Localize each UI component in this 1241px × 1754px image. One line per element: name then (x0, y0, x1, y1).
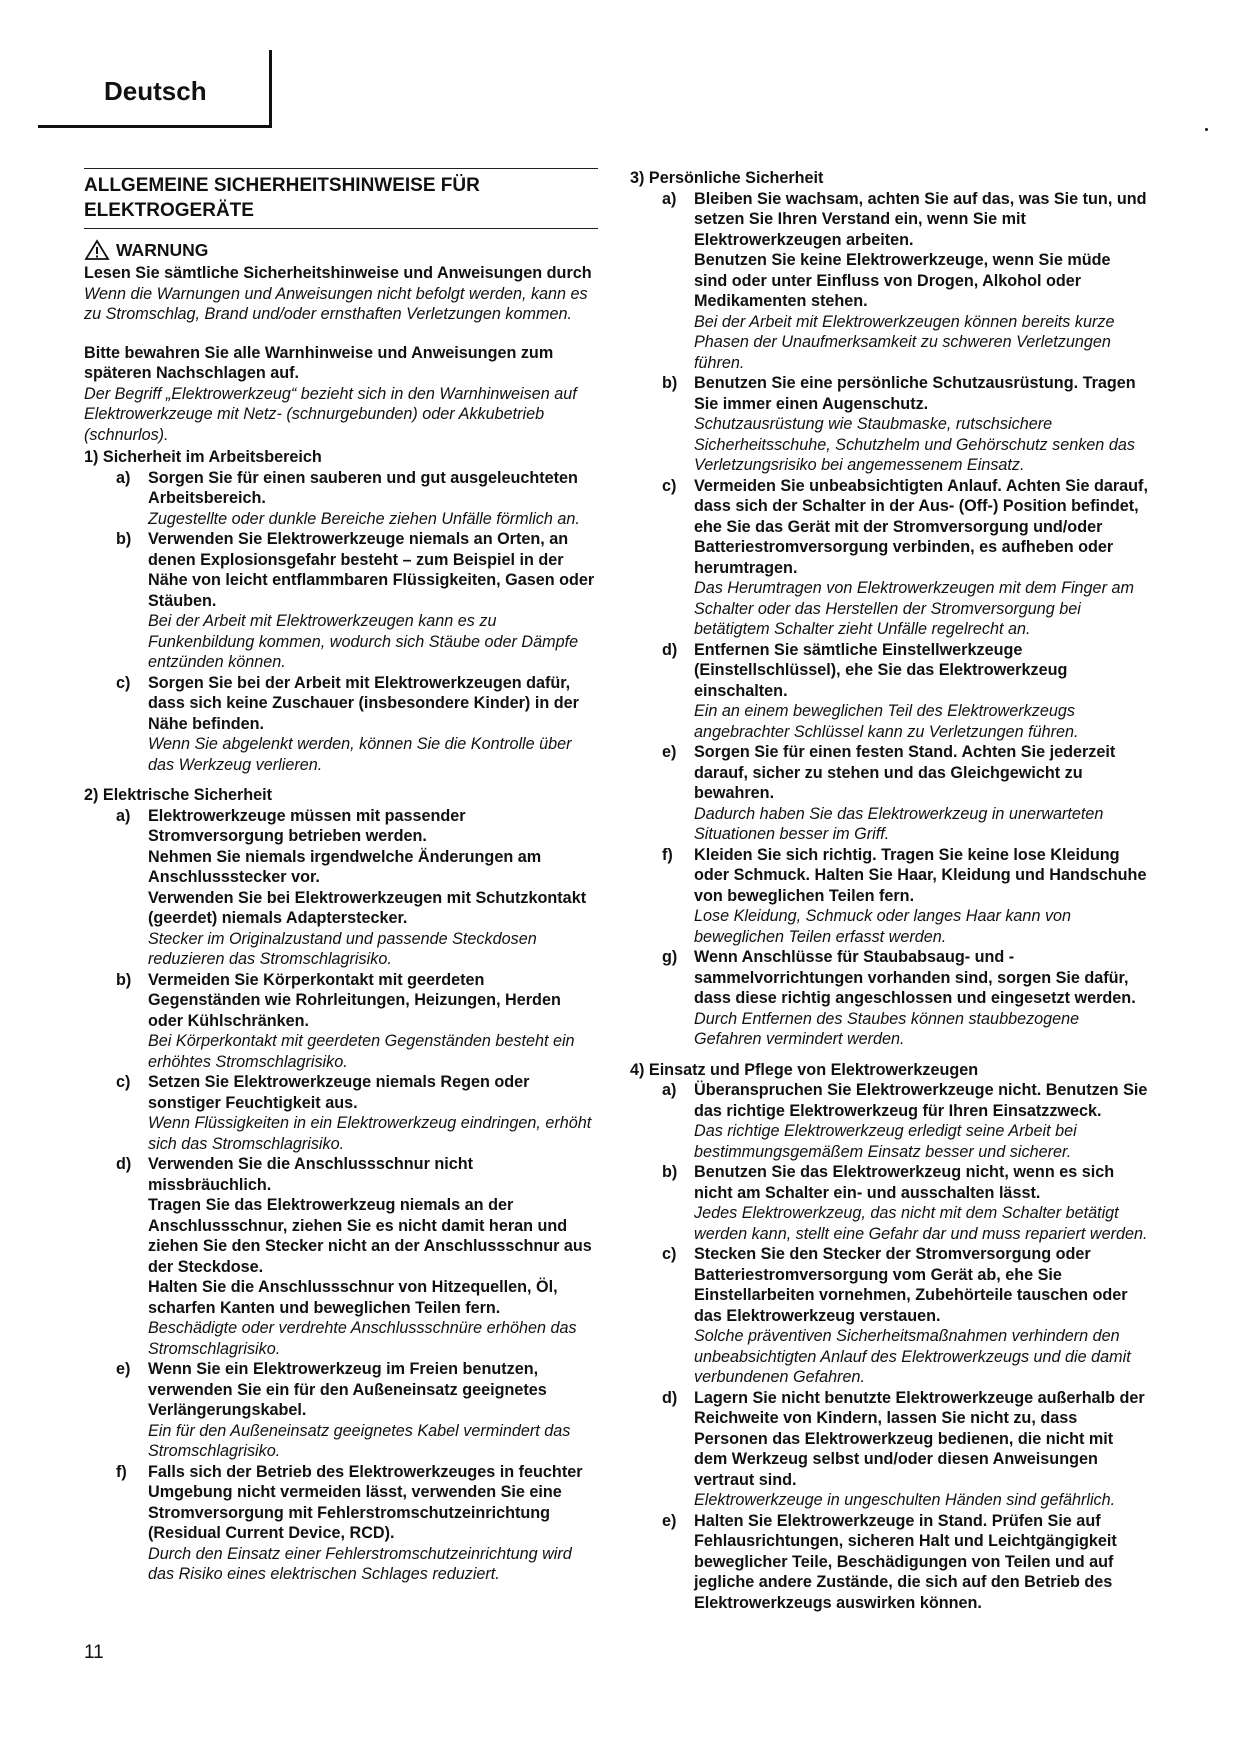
keep-instructions: Bitte bewahren Sie alle Warnhinweise und Anweisungen zum späteren Nachschlagen auf. (84, 343, 554, 382)
list-item: d) Entfernen Sie sämtliche Einstellwerkzeuge (Einstellschlüssel), ehe Sie das Elektrowerkzeug einschalten. Ein an einem beweglichen Teil des Elektrowerkzeugs angebrachter Schlüssel kann zu Verletzungen führen. (662, 640, 1079, 741)
stray-dot (1205, 128, 1208, 131)
language-label: Deutsch (104, 76, 207, 106)
warning-label: WARNUNG (116, 239, 209, 260)
page-number: 11 (84, 1642, 104, 1663)
heading-4: 4) Einsatz und Pflege von Elektrowerkzeugen (630, 1060, 979, 1079)
list-item: c) Vermeiden Sie unbeabsichtigten Anlauf. Achten Sie darauf, dass sich der Schalter in der Aus- (Off-) Position befindet, ehe Sie das Gerät mit der Stromversorgung und/oder Batteriestromversorgung verbinden, es aufheben oder herumtragen. Das Herumtragen von Elektrowerkzeugen mit dem Finger am Schalter oder das Herstellen der Stromversorgung bei betätigtem Schalter zieht Unfälle regelrecht an. (662, 476, 1148, 638)
warning-triangle-icon (84, 239, 110, 261)
heading-1: 1) Sicherheit im Arbeitsbereich (84, 448, 322, 466)
section-title: ALLGEMEINE SICHERHEITSHINWEISE FÜR ELEKTROGERÄTE (84, 168, 598, 229)
left-column (84, 168, 598, 1585)
right-column (630, 166, 1148, 1613)
list-item: g) Wenn Anschlüsse für Staubabsaug- und -sammelvorrichtungen vorhanden sind, sorgen Sie dafür, dass diese richtig angeschlossen und eingesetzt werden. Durch Entfernen des Staubes können staubbezogene Gefahren vermindert werden. (662, 948, 1136, 1048)
list-item: c) Sorgen Sie bei der Arbeit mit Elektrowerkzeugen dafür, dass sich keine Zuschauer (insbesondere Kinder) in der Nähe befinden. Wenn Sie abgelenkt werden, können Sie die Kontrolle über das Werkzeug verlieren. (116, 673, 579, 774)
term-definition: Der Begriff „Elektrowerkzeug“ bezieht sich in den Warnhinweisen auf Elektrowerkzeuge mit Netz- (schnurgebunden) oder Akkubetrieb (schnurlos). (84, 384, 577, 444)
list-item: c) Stecken Sie den Stecker der Stromversorgung oder Batteriestromversorgung vom Gerät ab, ehe Sie Einstellarbeiten vornehmen, Zubehörteile tauschen oder das Elektrowerkzeug verstauen. Solche präventiven Sicherheitsmaßnahmen verhindern den unbeabsichtigten Anlauf des Elektrowerkzeugs und die damit verbundenen Gefahren. (662, 1245, 1131, 1386)
warning-heading (84, 239, 598, 261)
list-item: f) Kleiden Sie sich richtig. Tragen Sie keine lose Kleidung oder Schmuck. Halten Sie Haar, Kleidung und Handschuhe von beweglichen Teilen fern. Lose Kleidung, Schmuck oder langes Haar kann von beweglichen Teilen erfasst werden. (662, 845, 1147, 946)
list-item: c) Setzen Sie Elektrowerkzeuge niemals Regen oder sonstiger Feuchtigkeit aus. Wenn Flüssigkeiten in ein Elektrowerkzeug eindringen, erhöht sich das Stromschlagrisiko. (116, 1073, 592, 1153)
list-item: b) Verwenden Sie Elektrowerkzeuge niemals an Orten, an denen Explosionsgefahr besteht – zum Beispiel in der Nähe von leicht entflammbaren Flüssigkeiten, Gasen oder Stäuben. Bei der Arbeit mit Elektrowerkzeugen kann es zu Funkenbildung kommen, wodurch sich Stäube oder Dämpfe entzünden können. (116, 530, 595, 671)
intro-bold: Lesen Sie sämtliche Sicherheitshinweise und Anweisungen durch (84, 264, 592, 282)
list-item: a) Überanspruchen Sie Elektrowerkzeuge nicht. Benutzen Sie das richtige Elektrowerkzeug für Ihren Einsatzzweck. Das richtige Elektrowerkzeug erledigt seine Arbeit bei bestimmungsgemäßem Einsatz besser und sicherer. (662, 1081, 1148, 1161)
list-item: e) Halten Sie Elektrowerkzeuge in Stand. Prüfen Sie auf Fehlausrichtungen, sicheren Halt und Leichtgängigkeit beweglicher Teile, Beschädigungen von Teilen und auf jegliche andere Zustände, die sich auf den Betrieb des Elektrowerkzeugs auswirken können. (662, 1511, 1117, 1612)
heading-3: 3) Persönliche Sicherheit (630, 169, 824, 187)
list-item: d) Lagern Sie nicht benutzte Elektrowerkzeuge außerhalb der Reichweite von Kindern, lassen Sie nicht zu, dass Personen das Elektrowerkzeug bedienen, die nicht mit dem Werkzeug selbst und/oder diesen Anweisungen vertraut sind. Elektrowerkzeuge in ungeschulten Händen sind gefährlich. (662, 1388, 1145, 1509)
list-item: b) Benutzen Sie das Elektrowerkzeug nicht, wenn es sich nicht am Schalter ein- und ausschalten lässt. Jedes Elektrowerkzeug, das nicht mit dem Schalter betätigt werden kann, stellt eine Gefahr dar und muss repariert werden. (662, 1163, 1148, 1243)
list-item: b) Benutzen Sie eine persönliche Schutzausrüstung. Tragen Sie immer einen Augenschutz. Schutzausrüstung wie Staubmaske, rutschsichere Sicherheitsschuhe, Schutzhelm und Gehörschutz senken das Verletzungsrisiko bei angemessenem Einsatz. (662, 374, 1136, 474)
list-item: a) Bleiben Sie wachsam, achten Sie auf das, was Sie tun, und setzen Sie Ihren Verstand ein, wenn Sie mit Elektrowerkzeugen arbeiten. Benutzen Sie keine Elektrowerkzeuge, wenn Sie müde sind oder unter Einfluss von Drogen, Alkohol oder Medikamenten stehen. Bei der Arbeit mit Elektrowerkzeugen können bereits kurze Phasen der Unaufmerksamkeit zu schweren Verletzungen führen. (662, 189, 1147, 372)
list-item: e) Sorgen Sie für einen festen Stand. Achten Sie jederzeit darauf, sicher zu stehen und das Gleichgewicht zu bewahren. Dadurch haben Sie das Elektrowerkzeug in unerwarteten Situationen besser im Griff. (662, 743, 1116, 843)
list-item: a) Sorgen Sie für einen sauberen und gut ausgeleuchteten Arbeitsbereich. Zugestellte oder dunkle Bereiche ziehen Unfälle förmlich an. (116, 468, 580, 528)
list-item: a) Elektrowerkzeuge müssen mit passender Stromversorgung betrieben werden. Nehmen Sie niemals irgendwelche Änderungen am Anschlussstecker vor. Verwenden Sie bei Elektrowerkzeugen mit Schutzkontakt (geerdet) niemals Adapterstecker. Stecker im Originalzustand und passende Steckdosen reduzieren das Stromschlagrisiko. (116, 806, 587, 968)
language-tab (38, 50, 272, 128)
heading-2: 2) Elektrische Sicherheit (84, 786, 273, 804)
list-item: d) Verwenden Sie die Anschlussschnur nicht missbräuchlich. Tragen Sie das Elektrowerkzeug niemals an der Anschlussschnur, ziehen Sie es nicht damit heran und ziehen Sie den Stecker nicht an der Anschlussschnur aus der Steckdose. Halten Sie die Anschlussschnur von Hitzequellen, Öl, scharfen Kanten und beweglichen Teilen fern. Beschädigte oder verdrehte Anschlussschnüre erhöhen das Stromschlagrisiko. (116, 1155, 592, 1358)
intro-italic: Wenn die Warnungen und Anweisungen nicht befolgt werden, kann es zu Stromschlag, Brand und/oder ernsthaften Verletzungen kommen. (84, 284, 588, 323)
list-item: f) Falls sich der Betrieb des Elektrowerkzeuges in feuchter Umgebung nicht vermeiden lässt, verwenden Sie eine Stromversorgung mit Fehlerstromschutzeinrichtung (Residual Current Device, RCD). Durch den Einsatz einer Fehlerstromschutzeinrichtung wird das Risiko eines elektrischen Schlages reduziert. (116, 1462, 583, 1583)
list-item: b) Vermeiden Sie Körperkontakt mit geerdeten Gegenständen wie Rohrleitungen, Heizungen, Herden oder Kühlschränken. Bei Körperkontakt mit geerdeten Gegenständen besteht ein erhöhtes Stromschlagrisiko. (116, 970, 575, 1071)
list-item: e) Wenn Sie ein Elektrowerkzeug im Freien benutzen, verwenden Sie ein für den Außeneinsatz geeignetes Verlängerungskabel. Ein für den Außeneinsatz geeignetes Kabel vermindert das Stromschlagrisiko. (116, 1360, 571, 1460)
